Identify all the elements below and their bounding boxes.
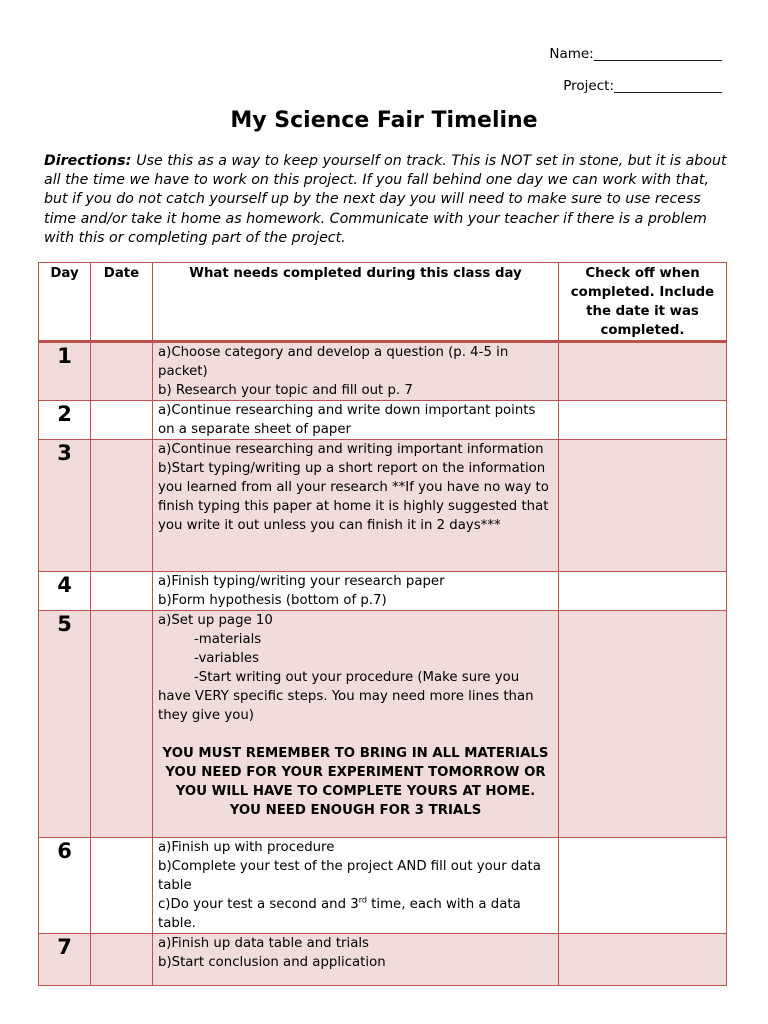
table-row xyxy=(39,838,727,934)
day-number: 2 xyxy=(39,401,91,440)
header-row xyxy=(39,263,727,342)
project-field[interactable]: Project:________________ xyxy=(563,78,722,94)
task-line: b)Form hypothesis (bottom of p.7) xyxy=(158,593,387,608)
date-cell[interactable] xyxy=(91,838,153,934)
task-line: b) Research your topic and fill out p. 7 xyxy=(158,383,413,398)
table-row xyxy=(39,401,727,440)
name-field[interactable]: Name:___________________ xyxy=(549,46,722,62)
page-title: My Science Fair Timeline xyxy=(230,108,538,133)
directions xyxy=(44,152,728,248)
warning-text: YOU MUST REMEMBER TO BRING IN ALL MATERIALS YOU NEED FOR YOUR EXPERIMENT TOMORROW OR YOU WILL HAVE TO COMPLETE YOURS AT HOME. YOU NEED ENOUGH FOR 3 TRIALS xyxy=(162,746,549,818)
directions-text-2: set in stone, but it is about all the time we have to work on this project. If you fall behind one day we can work with that, but if you do not catch yourself up by the next day you will need to make sure to use recess time and/or take it home as homework. Communicate with your teacher if there is a problem with this or completing part of the project. xyxy=(44,153,727,246)
day-number: 1 xyxy=(39,342,91,401)
task-cell xyxy=(153,838,559,934)
day-number: 3 xyxy=(39,440,91,572)
check-cell[interactable] xyxy=(559,342,727,401)
date-cell[interactable] xyxy=(91,342,153,401)
task-line: a)Continue researching and write down important points on a separate sheet of paper xyxy=(158,403,536,437)
directions-text-1: Use this as a way to keep yourself on track. This is xyxy=(136,153,501,169)
header-date: Date xyxy=(91,263,153,342)
task-line: -Start writing out your procedure (Make sure you have VERY specific steps. You may need more lines than they give you) xyxy=(158,670,534,723)
header-day: Day xyxy=(39,263,91,342)
task-line: b)Start typing/writing up a short report on the information you learned from all your research **If you have no way to finish typing this paper at home it is highly suggested that you write it out unless you can finish it in 2 days*** xyxy=(158,461,549,533)
table-row xyxy=(39,572,727,611)
task-line: a)Finish typing/writing your research paper xyxy=(158,574,445,589)
date-cell[interactable] xyxy=(91,572,153,611)
task-line: a)Finish up data table and trials xyxy=(158,936,369,951)
task-line: b)Complete your test of the project AND fill out your data table xyxy=(158,859,541,893)
task-line: a)Choose category and develop a question (p. 4-5 in packet) xyxy=(158,345,509,379)
table-row xyxy=(39,611,727,838)
check-cell[interactable] xyxy=(559,401,727,440)
table-row xyxy=(39,440,727,572)
check-cell[interactable] xyxy=(559,440,727,572)
date-cell[interactable] xyxy=(91,401,153,440)
day-number: 7 xyxy=(39,934,91,986)
task-cell xyxy=(153,440,559,572)
timeline-table xyxy=(38,262,727,986)
directions-not: NOT xyxy=(500,153,532,169)
check-cell[interactable] xyxy=(559,611,727,838)
task-cell xyxy=(153,401,559,440)
date-cell[interactable] xyxy=(91,934,153,986)
day-number: 5 xyxy=(39,611,91,838)
task-line: a)Finish up with procedure xyxy=(158,840,335,855)
task-cell xyxy=(153,611,559,838)
check-cell[interactable] xyxy=(559,838,727,934)
date-cell[interactable] xyxy=(91,440,153,572)
header-check: Check off when completed. Include the date it was completed. xyxy=(559,263,727,342)
check-cell[interactable] xyxy=(559,934,727,986)
task-cell xyxy=(153,342,559,401)
table-row xyxy=(39,934,727,986)
task-line: -materials xyxy=(194,632,262,647)
day-number: 6 xyxy=(39,838,91,934)
task-cell xyxy=(153,934,559,986)
check-cell[interactable] xyxy=(559,572,727,611)
task-line: a)Set up page 10 xyxy=(158,613,273,628)
task-line: c)Do your test a second and 3rd time, each with a data table. xyxy=(158,895,521,931)
task-line: a)Continue researching and writing important information xyxy=(158,442,544,457)
date-cell[interactable] xyxy=(91,611,153,838)
table-row xyxy=(39,342,727,401)
task-line: -variables xyxy=(194,651,260,666)
directions-label: Directions: xyxy=(44,153,137,169)
day-number: 4 xyxy=(39,572,91,611)
task-cell xyxy=(153,572,559,611)
header-task: What needs completed during this class day xyxy=(153,263,559,342)
task-line: b)Start conclusion and application xyxy=(158,955,386,970)
